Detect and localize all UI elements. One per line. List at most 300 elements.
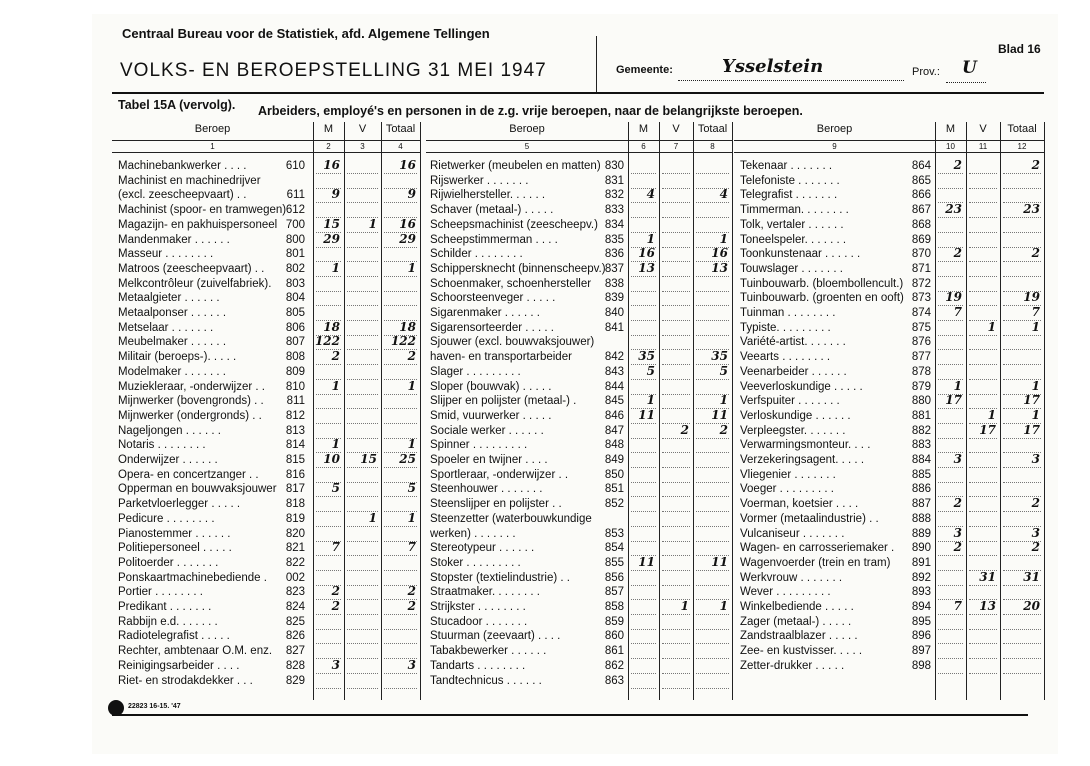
entry-line bbox=[347, 658, 378, 659]
entry-line bbox=[347, 541, 378, 542]
entry-line bbox=[662, 452, 690, 453]
entry-line bbox=[1003, 511, 1041, 512]
occupation-label: Stopster (textielindustrie) . . bbox=[430, 571, 570, 584]
occupation-label: Voeger . . . . . . . . . bbox=[740, 483, 834, 496]
entry-line bbox=[969, 673, 997, 674]
entry-line bbox=[347, 320, 378, 321]
v-header: V bbox=[358, 123, 367, 135]
occupation-label: Nageljongen . . . . . . bbox=[118, 424, 221, 437]
count-t: 2 bbox=[1031, 540, 1040, 555]
entry-line bbox=[316, 423, 341, 424]
entry-line bbox=[384, 570, 417, 571]
count-t: 3 bbox=[1031, 452, 1040, 466]
column-number: 8 bbox=[710, 142, 715, 151]
entry-line bbox=[347, 276, 378, 277]
entry-line bbox=[384, 614, 417, 615]
occupation-label: Strijkster . . . . . . . . bbox=[430, 601, 526, 613]
occupation-code: 881 bbox=[911, 409, 931, 422]
occupation-label: Telefoniste . . . . . . . bbox=[740, 174, 840, 187]
entry-line bbox=[631, 335, 656, 336]
occupation-code: 897 bbox=[911, 645, 931, 658]
occupation-code: 855 bbox=[604, 556, 624, 569]
entry-line bbox=[631, 320, 656, 321]
occupation-code: 822 bbox=[285, 556, 305, 569]
occupation-label: Pedicure . . . . . . . . bbox=[118, 512, 215, 525]
count-t: 2 bbox=[407, 349, 416, 364]
count-v: 1 bbox=[368, 216, 377, 231]
occupation-code: 810 bbox=[285, 380, 305, 393]
count-t: 35 bbox=[711, 349, 728, 364]
count-t: 16 bbox=[399, 216, 416, 231]
occupation-code: 829 bbox=[285, 674, 305, 687]
occupation-code: 865 bbox=[911, 174, 931, 187]
occupation-code: 869 bbox=[911, 233, 931, 246]
occupation-label: Veenarbeider . . . . . . bbox=[740, 365, 847, 378]
count-t: 1 bbox=[719, 231, 728, 246]
occupation-code: 883 bbox=[911, 439, 931, 452]
occupation-code: 871 bbox=[911, 262, 931, 275]
occupation-label: Vormer (metaalindustrie) . . bbox=[740, 512, 879, 525]
occupation-code: 841 bbox=[604, 321, 624, 334]
entry-line bbox=[696, 438, 729, 439]
entry-line bbox=[969, 217, 997, 218]
occupation-code: 805 bbox=[285, 307, 305, 319]
occupation-label: Predikant . . . . . . . bbox=[118, 601, 212, 613]
occupation-code: 888 bbox=[911, 512, 931, 525]
entry-line bbox=[384, 555, 417, 556]
occupation-code: 834 bbox=[604, 218, 624, 231]
occupation-code: 876 bbox=[911, 336, 931, 349]
count-m: 122 bbox=[314, 334, 340, 349]
occupation-label: Pianostemmer . . . . . . bbox=[118, 527, 231, 540]
entry-line bbox=[347, 349, 378, 350]
occupation-label: Machinist (spoor- en tramwegen) bbox=[118, 204, 287, 217]
entry-line bbox=[662, 467, 690, 468]
occupation-label: Slijper en polijster (metaal-) . bbox=[430, 395, 577, 408]
count-t: 1 bbox=[1031, 407, 1040, 422]
occupation-label: Tuinbouwarb. (bloembollencult.) bbox=[740, 277, 904, 290]
entry-line bbox=[1003, 276, 1041, 277]
occupation-code: 806 bbox=[285, 321, 305, 334]
count-m: 2 bbox=[953, 540, 962, 555]
occupation-code: 801 bbox=[285, 248, 305, 261]
entry-line bbox=[969, 496, 997, 497]
entry-line bbox=[316, 526, 341, 527]
prov-value: U bbox=[962, 58, 977, 78]
count-t: 18 bbox=[399, 319, 416, 334]
occupation-label: Stoker . . . . . . . . . bbox=[430, 556, 521, 569]
entry-line bbox=[662, 379, 690, 380]
count-v: 13 bbox=[979, 599, 996, 613]
entry-line bbox=[384, 364, 417, 365]
entry-line bbox=[662, 364, 690, 365]
bureau-line: Centraal Bureau voor de Statistiek, afd. Algemene Tellingen bbox=[122, 26, 490, 41]
occupation-code: 849 bbox=[604, 454, 624, 466]
occupation-code: 896 bbox=[911, 630, 931, 643]
count-m: 19 bbox=[945, 290, 962, 305]
occupation-code: 816 bbox=[285, 468, 305, 481]
entry-line bbox=[696, 688, 729, 689]
occupation-code: 839 bbox=[604, 292, 624, 305]
occupation-label: Vliegenier . . . . . . . bbox=[740, 468, 836, 481]
occupation-code: 850 bbox=[604, 468, 624, 481]
count-m: 2 bbox=[331, 584, 340, 599]
count-m: 3 bbox=[331, 657, 340, 672]
entry-line bbox=[938, 482, 963, 483]
count-m: 5 bbox=[646, 363, 655, 378]
occupation-label: Machinebankwerker . . . . bbox=[118, 160, 247, 172]
occupation-label: Timmerman. . . . . . . . bbox=[740, 204, 849, 217]
occupation-code: 800 bbox=[285, 233, 305, 246]
occupation-label: Spoeler en twijner . . . . bbox=[430, 454, 548, 466]
occupation-code: 807 bbox=[285, 336, 305, 349]
count-t: 4 bbox=[719, 187, 728, 202]
occupation-label: Winkelbediende . . . . . bbox=[740, 601, 854, 613]
column-number: 2 bbox=[326, 142, 331, 151]
header-rule bbox=[112, 152, 420, 153]
occupation-label: Scheepsmachinist (zeescheepv.) bbox=[430, 218, 598, 231]
entry-line bbox=[347, 379, 378, 380]
occupation-label: Matroos (zeescheepvaart) . . bbox=[118, 262, 265, 275]
occupation-code: 890 bbox=[911, 542, 931, 555]
entry-line bbox=[384, 423, 417, 424]
occupation-label: Tolk, vertaler . . . . . . bbox=[740, 218, 844, 231]
entry-line bbox=[631, 379, 656, 380]
occupation-code: 830 bbox=[604, 160, 624, 172]
entry-line bbox=[938, 629, 963, 630]
entry-line bbox=[696, 673, 729, 674]
occupation-label: Sjouwer (excl. bouwvaksjouwer) bbox=[430, 336, 595, 349]
occupation-label: Sloper (bouwvak) . . . . . bbox=[430, 380, 552, 393]
occupation-code: 824 bbox=[285, 601, 305, 613]
beroep-header: Beroep bbox=[509, 123, 545, 135]
entry-line bbox=[696, 291, 729, 292]
entry-line bbox=[316, 291, 341, 292]
entry-line bbox=[384, 247, 417, 248]
v-header: V bbox=[979, 123, 987, 135]
entry-line bbox=[696, 305, 729, 306]
occupation-label: Rabbijn e.d. . . . . . . bbox=[118, 615, 218, 628]
table-caption: Arbeiders, employé's en personen in de z.g. vrije beroepen, naar de belangrijkste beroepen. bbox=[258, 104, 803, 118]
occupation-label: Mijnwerker (bovengronds) . . bbox=[118, 395, 264, 408]
column-number: 5 bbox=[524, 142, 530, 151]
occupation-label: Sigarensorteerder . . . . . bbox=[430, 321, 555, 334]
entry-line bbox=[316, 614, 341, 615]
count-t: 11 bbox=[711, 407, 728, 422]
entry-line bbox=[696, 570, 729, 571]
occupation-code: 809 bbox=[285, 365, 305, 378]
entry-line bbox=[631, 599, 656, 600]
m-header: M bbox=[945, 123, 956, 135]
entry-line bbox=[631, 291, 656, 292]
occupation-label: Variété-artist. . . . . . . bbox=[740, 336, 846, 349]
count-m: 1 bbox=[331, 260, 340, 275]
occupation-label: Tekenaar . . . . . . . bbox=[740, 160, 833, 172]
count-m: 15 bbox=[323, 216, 340, 231]
occupation-code: 892 bbox=[911, 571, 931, 584]
occupation-label: Ponskaartmachinebediende . bbox=[118, 571, 267, 584]
occupation-code: 819 bbox=[285, 512, 305, 525]
count-m: 17 bbox=[945, 393, 962, 408]
occupation-label: Veearts . . . . . . . . bbox=[740, 351, 831, 364]
header-rule bbox=[112, 140, 420, 141]
count-t: 9 bbox=[407, 187, 416, 202]
entry-line bbox=[347, 643, 378, 644]
occupation-label: Scheepstimmerman . . . . bbox=[430, 233, 558, 246]
occupation-code: 818 bbox=[285, 498, 305, 511]
entry-line bbox=[662, 482, 690, 483]
entry-line bbox=[347, 188, 378, 189]
entry-line bbox=[347, 394, 378, 395]
entry-line bbox=[696, 482, 729, 483]
entry-line bbox=[662, 511, 690, 512]
count-t: 7 bbox=[1031, 305, 1040, 319]
occupation-label: Sigarenmaker . . . . . . bbox=[430, 307, 540, 319]
entry-line bbox=[969, 335, 997, 336]
occupation-code: 844 bbox=[604, 380, 624, 393]
entry-line bbox=[384, 496, 417, 497]
entry-line bbox=[384, 276, 417, 277]
occupation-label: Rechter, ambtenaar O.M. enz. bbox=[118, 645, 273, 658]
count-v: 17 bbox=[979, 422, 996, 437]
entry-line bbox=[662, 629, 690, 630]
count-t: 2 bbox=[407, 584, 416, 599]
entry-line bbox=[631, 467, 656, 468]
entry-line bbox=[316, 467, 341, 468]
count-m: 18 bbox=[323, 319, 340, 334]
entry-line bbox=[969, 482, 997, 483]
entry-line bbox=[969, 364, 997, 365]
entry-line bbox=[631, 305, 656, 306]
entry-line bbox=[631, 173, 656, 174]
entry-line bbox=[696, 173, 729, 174]
entry-line bbox=[1003, 349, 1041, 350]
entry-line bbox=[938, 173, 963, 174]
column-number: 9 bbox=[832, 142, 837, 151]
entry-line bbox=[969, 511, 997, 512]
entry-line bbox=[347, 247, 378, 248]
column-divider bbox=[381, 122, 382, 700]
m-header: M bbox=[638, 123, 649, 135]
occupation-code: 833 bbox=[604, 204, 624, 217]
entry-line bbox=[1003, 614, 1041, 615]
header-rule bbox=[734, 152, 1044, 153]
column-number: 7 bbox=[673, 142, 679, 151]
occupation-label: Opera- en concertzanger . . bbox=[118, 468, 259, 481]
occupation-label: Zandstraalblazer . . . . . bbox=[740, 630, 858, 643]
occupation-label: Militair (beroeps-). . . . . bbox=[118, 351, 237, 364]
beroep-header: Beroep bbox=[816, 123, 853, 135]
occupation-label: Metaalponser . . . . . . bbox=[118, 307, 227, 319]
count-m: 10 bbox=[323, 452, 340, 466]
header-rule bbox=[426, 152, 732, 153]
entry-line bbox=[316, 408, 341, 409]
occupation-label: werken) . . . . . . . bbox=[430, 527, 516, 540]
entry-line bbox=[969, 202, 997, 203]
occupation-code: 868 bbox=[911, 218, 931, 231]
entry-line bbox=[347, 526, 378, 527]
entry-line bbox=[631, 673, 656, 674]
entry-line bbox=[662, 526, 690, 527]
count-m: 29 bbox=[323, 231, 340, 246]
count-m: 11 bbox=[638, 407, 655, 422]
entry-line bbox=[347, 364, 378, 365]
totaal-header: Totaal bbox=[1007, 123, 1037, 135]
occupation-label: Mandenmaker . . . . . . bbox=[118, 233, 230, 246]
occupation-code: 898 bbox=[911, 659, 931, 672]
entry-line bbox=[631, 643, 656, 644]
count-v: 1 bbox=[987, 407, 996, 422]
entry-line bbox=[631, 438, 656, 439]
entry-line bbox=[316, 173, 341, 174]
count-v: 1 bbox=[368, 510, 377, 525]
entry-line bbox=[347, 173, 378, 174]
entry-line bbox=[1003, 217, 1041, 218]
occupation-label: Reinigingsarbeider . . . . bbox=[118, 659, 240, 672]
column-divider bbox=[732, 122, 733, 700]
column-number: 1 bbox=[210, 142, 215, 151]
column-divider bbox=[659, 122, 660, 700]
count-t: 5 bbox=[719, 363, 728, 378]
count-m: 2 bbox=[953, 246, 962, 261]
occupation-label: Stucadoor . . . . . . . bbox=[430, 615, 528, 628]
entry-line bbox=[662, 570, 690, 571]
count-t: 17 bbox=[1023, 393, 1040, 408]
occupation-label: Machinist en machinedrijver bbox=[118, 174, 261, 187]
entry-line bbox=[316, 247, 341, 248]
occupation-label: Schoenmaker, schoenhersteller bbox=[430, 277, 592, 290]
gemeente-value: Ysselstein bbox=[722, 56, 824, 77]
entry-line bbox=[696, 320, 729, 321]
entry-line bbox=[696, 202, 729, 203]
entry-line bbox=[347, 482, 378, 483]
entry-line bbox=[347, 570, 378, 571]
occupation-code: 814 bbox=[285, 439, 305, 452]
occupation-label: Verloskundige . . . . . . bbox=[740, 409, 851, 422]
header-divider bbox=[596, 36, 597, 92]
occupation-label: Voerman, koetsier . . . . bbox=[740, 498, 859, 511]
occupation-label: Notaris . . . . . . . . bbox=[118, 439, 206, 452]
entry-line bbox=[631, 541, 656, 542]
occupation-code: 842 bbox=[604, 351, 624, 364]
occupation-code: 845 bbox=[604, 395, 624, 408]
entry-line bbox=[316, 496, 341, 497]
entry-line bbox=[1003, 673, 1041, 674]
entry-line bbox=[938, 408, 963, 409]
entry-line bbox=[384, 394, 417, 395]
count-t: 23 bbox=[1023, 202, 1040, 217]
gemeente-underline bbox=[678, 80, 904, 81]
count-t: 1 bbox=[407, 510, 416, 525]
entry-line bbox=[631, 452, 656, 453]
occupation-code: 873 bbox=[911, 292, 931, 305]
entry-line bbox=[1003, 555, 1041, 556]
entry-line bbox=[662, 438, 690, 439]
entry-line bbox=[696, 335, 729, 336]
entry-line bbox=[696, 511, 729, 512]
count-t: 1 bbox=[407, 437, 416, 452]
entry-line bbox=[696, 629, 729, 630]
prov-label: Prov.: bbox=[912, 66, 940, 78]
count-v: 1 bbox=[987, 319, 996, 334]
entry-line bbox=[347, 202, 378, 203]
count-m: 2 bbox=[331, 349, 340, 364]
occupation-code: 877 bbox=[911, 351, 931, 364]
occupation-code: 866 bbox=[911, 189, 931, 202]
occupation-code: 610 bbox=[285, 160, 305, 172]
occupation-code: 894 bbox=[911, 601, 931, 613]
occupation-label: Schippersknecht (binnenscheepv.) bbox=[430, 262, 606, 275]
occupation-code: 002 bbox=[285, 571, 305, 584]
entry-line bbox=[938, 423, 963, 424]
occupation-label: Rijwielhersteller. . . . . . bbox=[430, 189, 546, 202]
count-m: 23 bbox=[945, 202, 962, 217]
blad-number: Blad 16 bbox=[998, 42, 1041, 56]
occupation-code: 817 bbox=[285, 483, 305, 496]
occupation-label: Metselaar . . . . . . . bbox=[118, 321, 214, 334]
count-m: 3 bbox=[953, 452, 962, 466]
entry-line bbox=[1003, 438, 1041, 439]
occupation-code: 815 bbox=[285, 454, 305, 466]
entry-line bbox=[969, 261, 997, 262]
occupation-label: Wever . . . . . . . . . bbox=[740, 586, 831, 599]
entry-line bbox=[347, 305, 378, 306]
occupation-label: Stereotypeur . . . . . . bbox=[430, 542, 535, 555]
occupation-label: Telegrafist . . . . . . . bbox=[740, 189, 838, 202]
occupation-code: 880 bbox=[911, 395, 931, 408]
count-m: 1 bbox=[331, 378, 340, 393]
tabel-label: Tabel 15A (vervolg). bbox=[118, 98, 236, 112]
occupation-label: Stuurman (zeevaart) . . . . bbox=[430, 630, 561, 643]
column-number: 4 bbox=[398, 142, 403, 151]
entry-line bbox=[631, 423, 656, 424]
entry-line bbox=[969, 305, 997, 306]
occupation-label: Verwarmingsmonteur. . . . bbox=[740, 439, 871, 452]
count-t: 25 bbox=[399, 452, 416, 466]
entry-line bbox=[662, 188, 690, 189]
entry-line bbox=[938, 364, 963, 365]
occupation-label: Meubelmaker . . . . . . bbox=[118, 336, 227, 349]
count-t: 20 bbox=[1023, 599, 1040, 613]
occupation-code: 875 bbox=[911, 321, 931, 334]
entry-line bbox=[938, 232, 963, 233]
entry-line bbox=[969, 555, 997, 556]
entry-line bbox=[316, 673, 341, 674]
occupation-label: Toneelspeler. . . . . . . bbox=[740, 233, 847, 246]
occupation-label: Tuinbouwarb. (groenten en ooft) bbox=[740, 292, 904, 305]
entry-line bbox=[938, 467, 963, 468]
occupation-code: 700 bbox=[285, 218, 305, 231]
entry-line bbox=[662, 496, 690, 497]
occupation-code: 820 bbox=[285, 527, 305, 540]
count-t: 2 bbox=[1031, 158, 1040, 172]
entry-line bbox=[969, 452, 997, 453]
entry-line bbox=[1003, 188, 1041, 189]
occupation-label: Veeverloskundige . . . . . bbox=[740, 380, 863, 393]
occupation-label: Slager . . . . . . . . . bbox=[430, 365, 521, 378]
entry-line bbox=[384, 305, 417, 306]
entry-line bbox=[696, 585, 729, 586]
entry-line bbox=[1003, 173, 1041, 174]
entry-line bbox=[347, 614, 378, 615]
entry-line bbox=[969, 438, 997, 439]
occupation-label: Tuinman . . . . . . . . bbox=[740, 307, 836, 319]
occupation-code: 864 bbox=[911, 160, 931, 172]
entry-line bbox=[969, 629, 997, 630]
entry-line bbox=[347, 629, 378, 630]
entry-line bbox=[969, 349, 997, 350]
beroep-header: Beroep bbox=[194, 123, 231, 135]
